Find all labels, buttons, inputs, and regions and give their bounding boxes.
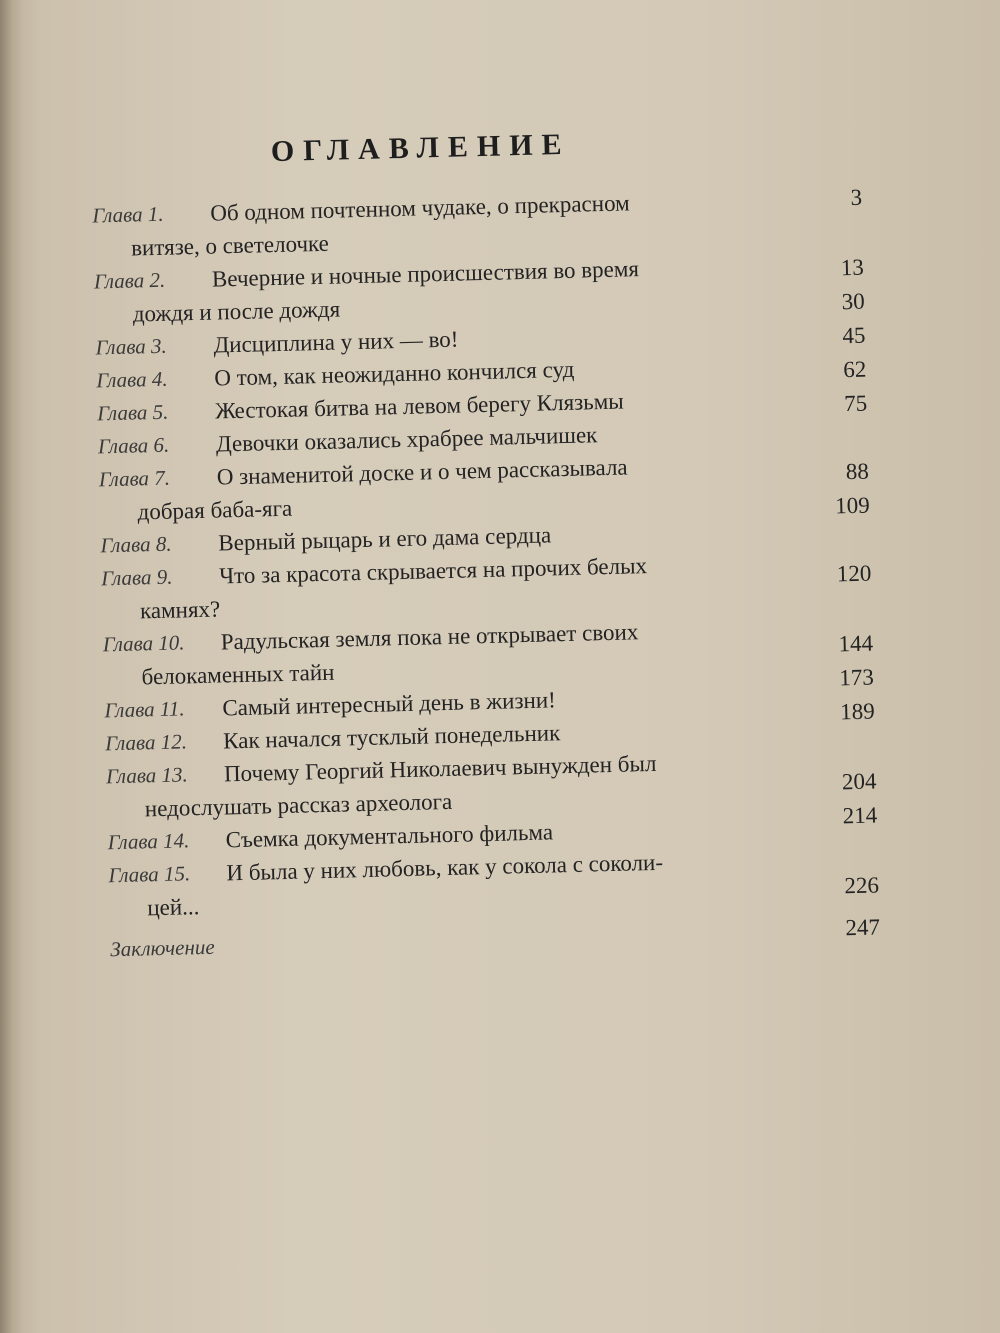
- page-number: 13: [840, 254, 865, 281]
- chapter-title: О знаменитой доске и о чем рассказывала: [216, 454, 628, 490]
- page-title: ОГЛАВЛЕНИЕ: [270, 127, 571, 169]
- page-number: 88: [845, 458, 870, 485]
- page-number: 204: [841, 768, 877, 795]
- page-number: 120: [836, 560, 872, 587]
- chapter-title-continued: недослушать рассказ археолога: [144, 788, 453, 822]
- chapter-title: Об одном почтенном чудаке, о прекрасном: [210, 190, 630, 226]
- chapter-label: Глава 11.: [104, 696, 185, 723]
- chapter-title-continued: добрая баба-яга: [137, 495, 293, 525]
- page-number: 62: [843, 356, 867, 383]
- chapter-title: Почему Георгий Николаевич вынужден был: [223, 750, 657, 787]
- chapter-label: Глава 2.: [93, 267, 166, 294]
- chapter-label: Глава 14.: [107, 828, 190, 855]
- page-number: 189: [839, 698, 875, 725]
- chapter-label: Глава 12.: [104, 729, 188, 756]
- chapter-label: Глава 3.: [95, 333, 168, 360]
- chapter-label: Глава 10.: [102, 630, 185, 657]
- chapter-title: Самый интересный день в жизни!: [222, 687, 557, 721]
- chapter-title: Дисциплина у них — во!: [213, 326, 459, 358]
- page-number: 226: [844, 872, 880, 899]
- chapter-label: Глава 4.: [96, 366, 168, 393]
- page-number: 75: [843, 390, 868, 417]
- page-number: 173: [839, 664, 875, 691]
- chapter-title: Жестокая битва на левом берегу Клязьмы: [214, 388, 624, 424]
- conclusion-label: Заключение: [109, 934, 215, 962]
- chapter-title: Съемка документального фильма: [225, 819, 554, 853]
- chapter-label: Глава 6.: [97, 432, 170, 459]
- chapter-title-continued: белокаменных тайн: [141, 659, 335, 690]
- page-number: 144: [838, 630, 874, 657]
- chapter-title: Что за красота скрывается на прочих белых: [218, 553, 648, 589]
- chapter-label: Глава 9.: [100, 564, 173, 591]
- page-binding-shadow: [0, 0, 22, 1333]
- chapter-title: Как начался тусклый понедельник: [222, 720, 561, 754]
- page-number: 214: [842, 802, 878, 829]
- chapter-label: Глава 5.: [96, 399, 169, 426]
- chapter-title-continued: цей...: [146, 894, 200, 921]
- chapter-title: И была у них любовь, как у сокола с соколи-: [226, 849, 664, 886]
- chapter-title: Верный рыцарь и его дама сердца: [218, 522, 552, 556]
- chapter-title-continued: витязе, о светелочке: [130, 230, 330, 261]
- chapter-label: Глава 7.: [98, 465, 171, 492]
- page-number: 3: [850, 184, 863, 210]
- chapter-label: Глава 1.: [92, 201, 164, 228]
- chapter-title: Вечерние и ночные происшествия во время: [211, 256, 640, 292]
- chapter-title-continued: камнях?: [139, 596, 221, 624]
- page-number: 30: [841, 288, 865, 315]
- chapter-title: Радульская земля пока не открывает своих: [220, 619, 639, 655]
- table-of-contents: [92, 181, 881, 966]
- book-page: [70, 100, 894, 1119]
- chapter-label: Глава 15.: [108, 861, 191, 888]
- page-number: 247: [845, 914, 881, 941]
- chapter-title: О том, как неожиданно кончился суд: [214, 356, 575, 391]
- page-number: 109: [834, 492, 870, 519]
- chapter-title: Девочки оказались храбрее мальчишек: [215, 422, 598, 457]
- page-number: 45: [842, 322, 866, 349]
- chapter-label: Глава 13.: [105, 762, 189, 789]
- chapter-title-continued: дождя и после дождя: [132, 296, 341, 327]
- chapter-label: Глава 8.: [100, 531, 172, 558]
